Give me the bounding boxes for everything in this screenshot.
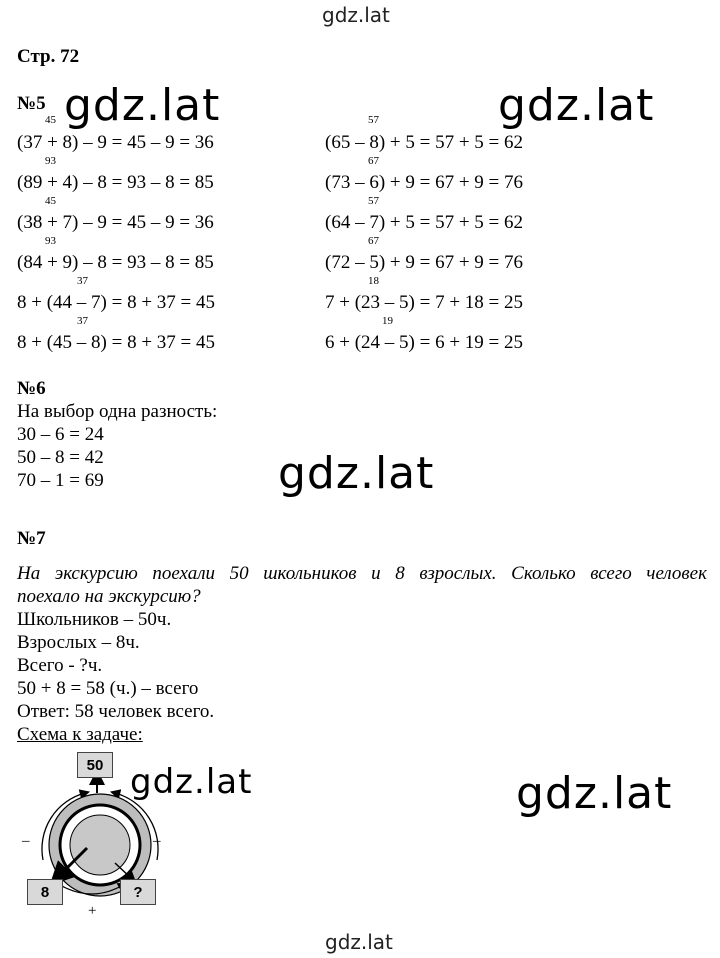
task5-title: №5: [17, 93, 46, 114]
expr: (84 + 9) – 8 = 93 – 8 = 85: [17, 252, 214, 273]
expr: 6 + (24 – 5) = 6 + 19 = 25: [325, 332, 524, 353]
sup: 37: [77, 315, 88, 327]
watermark-bottom: gdz.lat: [325, 930, 393, 954]
sup: 37: [77, 275, 88, 287]
expr: (73 – 6) + 9 = 67 + 9 = 76: [325, 172, 524, 193]
expr: (38 + 7) – 9 = 45 – 9 = 36: [17, 212, 214, 233]
task7-line: Ответ: 58 человек всего.: [17, 701, 215, 722]
sup: 57: [368, 195, 379, 207]
watermark-5: gdz.lat: [516, 768, 673, 819]
sup: 93: [45, 235, 56, 247]
inner-circle: [70, 815, 130, 875]
plus-bottom: +: [88, 903, 97, 919]
sup: 45: [45, 195, 56, 207]
task6-intro: На выбор одна разность:: [17, 401, 218, 422]
task7-problem-line1: На экскурсию поехали 50 школьников и 8 взрослых. Сколько всего человек: [17, 563, 707, 584]
expr: (37 + 8) – 9 = 45 – 9 = 36: [17, 132, 214, 153]
expr: 7 + (23 – 5) = 7 + 18 = 25: [325, 292, 524, 313]
box-left: 8: [27, 879, 63, 905]
sup: 45: [45, 114, 56, 126]
sup: 67: [368, 235, 379, 247]
task7-line: Взрослых – 8ч.: [17, 632, 140, 653]
task6-title: №6: [17, 378, 46, 399]
sup: 93: [45, 155, 56, 167]
task7-line: Школьников – 50ч.: [17, 609, 172, 630]
task6-line: 30 – 6 = 24: [17, 424, 104, 445]
watermark-2: gdz.lat: [498, 80, 655, 131]
expr: 8 + (44 – 7) = 8 + 37 = 45: [17, 292, 216, 313]
expr: 8 + (45 – 8) = 8 + 37 = 45: [17, 332, 216, 353]
minus-left: –: [22, 833, 30, 849]
task6-line: 50 – 8 = 42: [17, 447, 104, 468]
task7-line: Всего - ?ч.: [17, 655, 103, 676]
expr: (89 + 4) – 8 = 93 – 8 = 85: [17, 172, 214, 193]
watermark-1: gdz.lat: [64, 80, 221, 131]
sup: 19: [382, 315, 393, 327]
box-right: ?: [120, 879, 156, 905]
page-label: Стр. 72: [17, 46, 80, 67]
task7-problem-line2: поехало на экскурсию?: [17, 586, 201, 607]
task6-line: 70 – 1 = 69: [17, 470, 104, 491]
watermark-4: gdz.lat: [130, 762, 253, 802]
minus-right: –: [153, 833, 161, 849]
expr: (72 – 5) + 9 = 67 + 9 = 76: [325, 252, 524, 273]
watermark-top: gdz.lat: [322, 3, 390, 27]
expr: (65 – 8) + 5 = 57 + 5 = 62: [325, 132, 524, 153]
scheme-label: Схема к задаче:: [17, 724, 143, 745]
sup: 67: [368, 155, 379, 167]
watermark-3: gdz.lat: [278, 448, 435, 499]
sup: 57: [368, 114, 379, 126]
expr: (64 – 7) + 5 = 57 + 5 = 62: [325, 212, 524, 233]
sup: 18: [368, 275, 379, 287]
task7-title: №7: [17, 528, 46, 549]
task7-line: 50 + 8 = 58 (ч.) – всего: [17, 678, 199, 699]
box-top: 50: [77, 752, 113, 778]
